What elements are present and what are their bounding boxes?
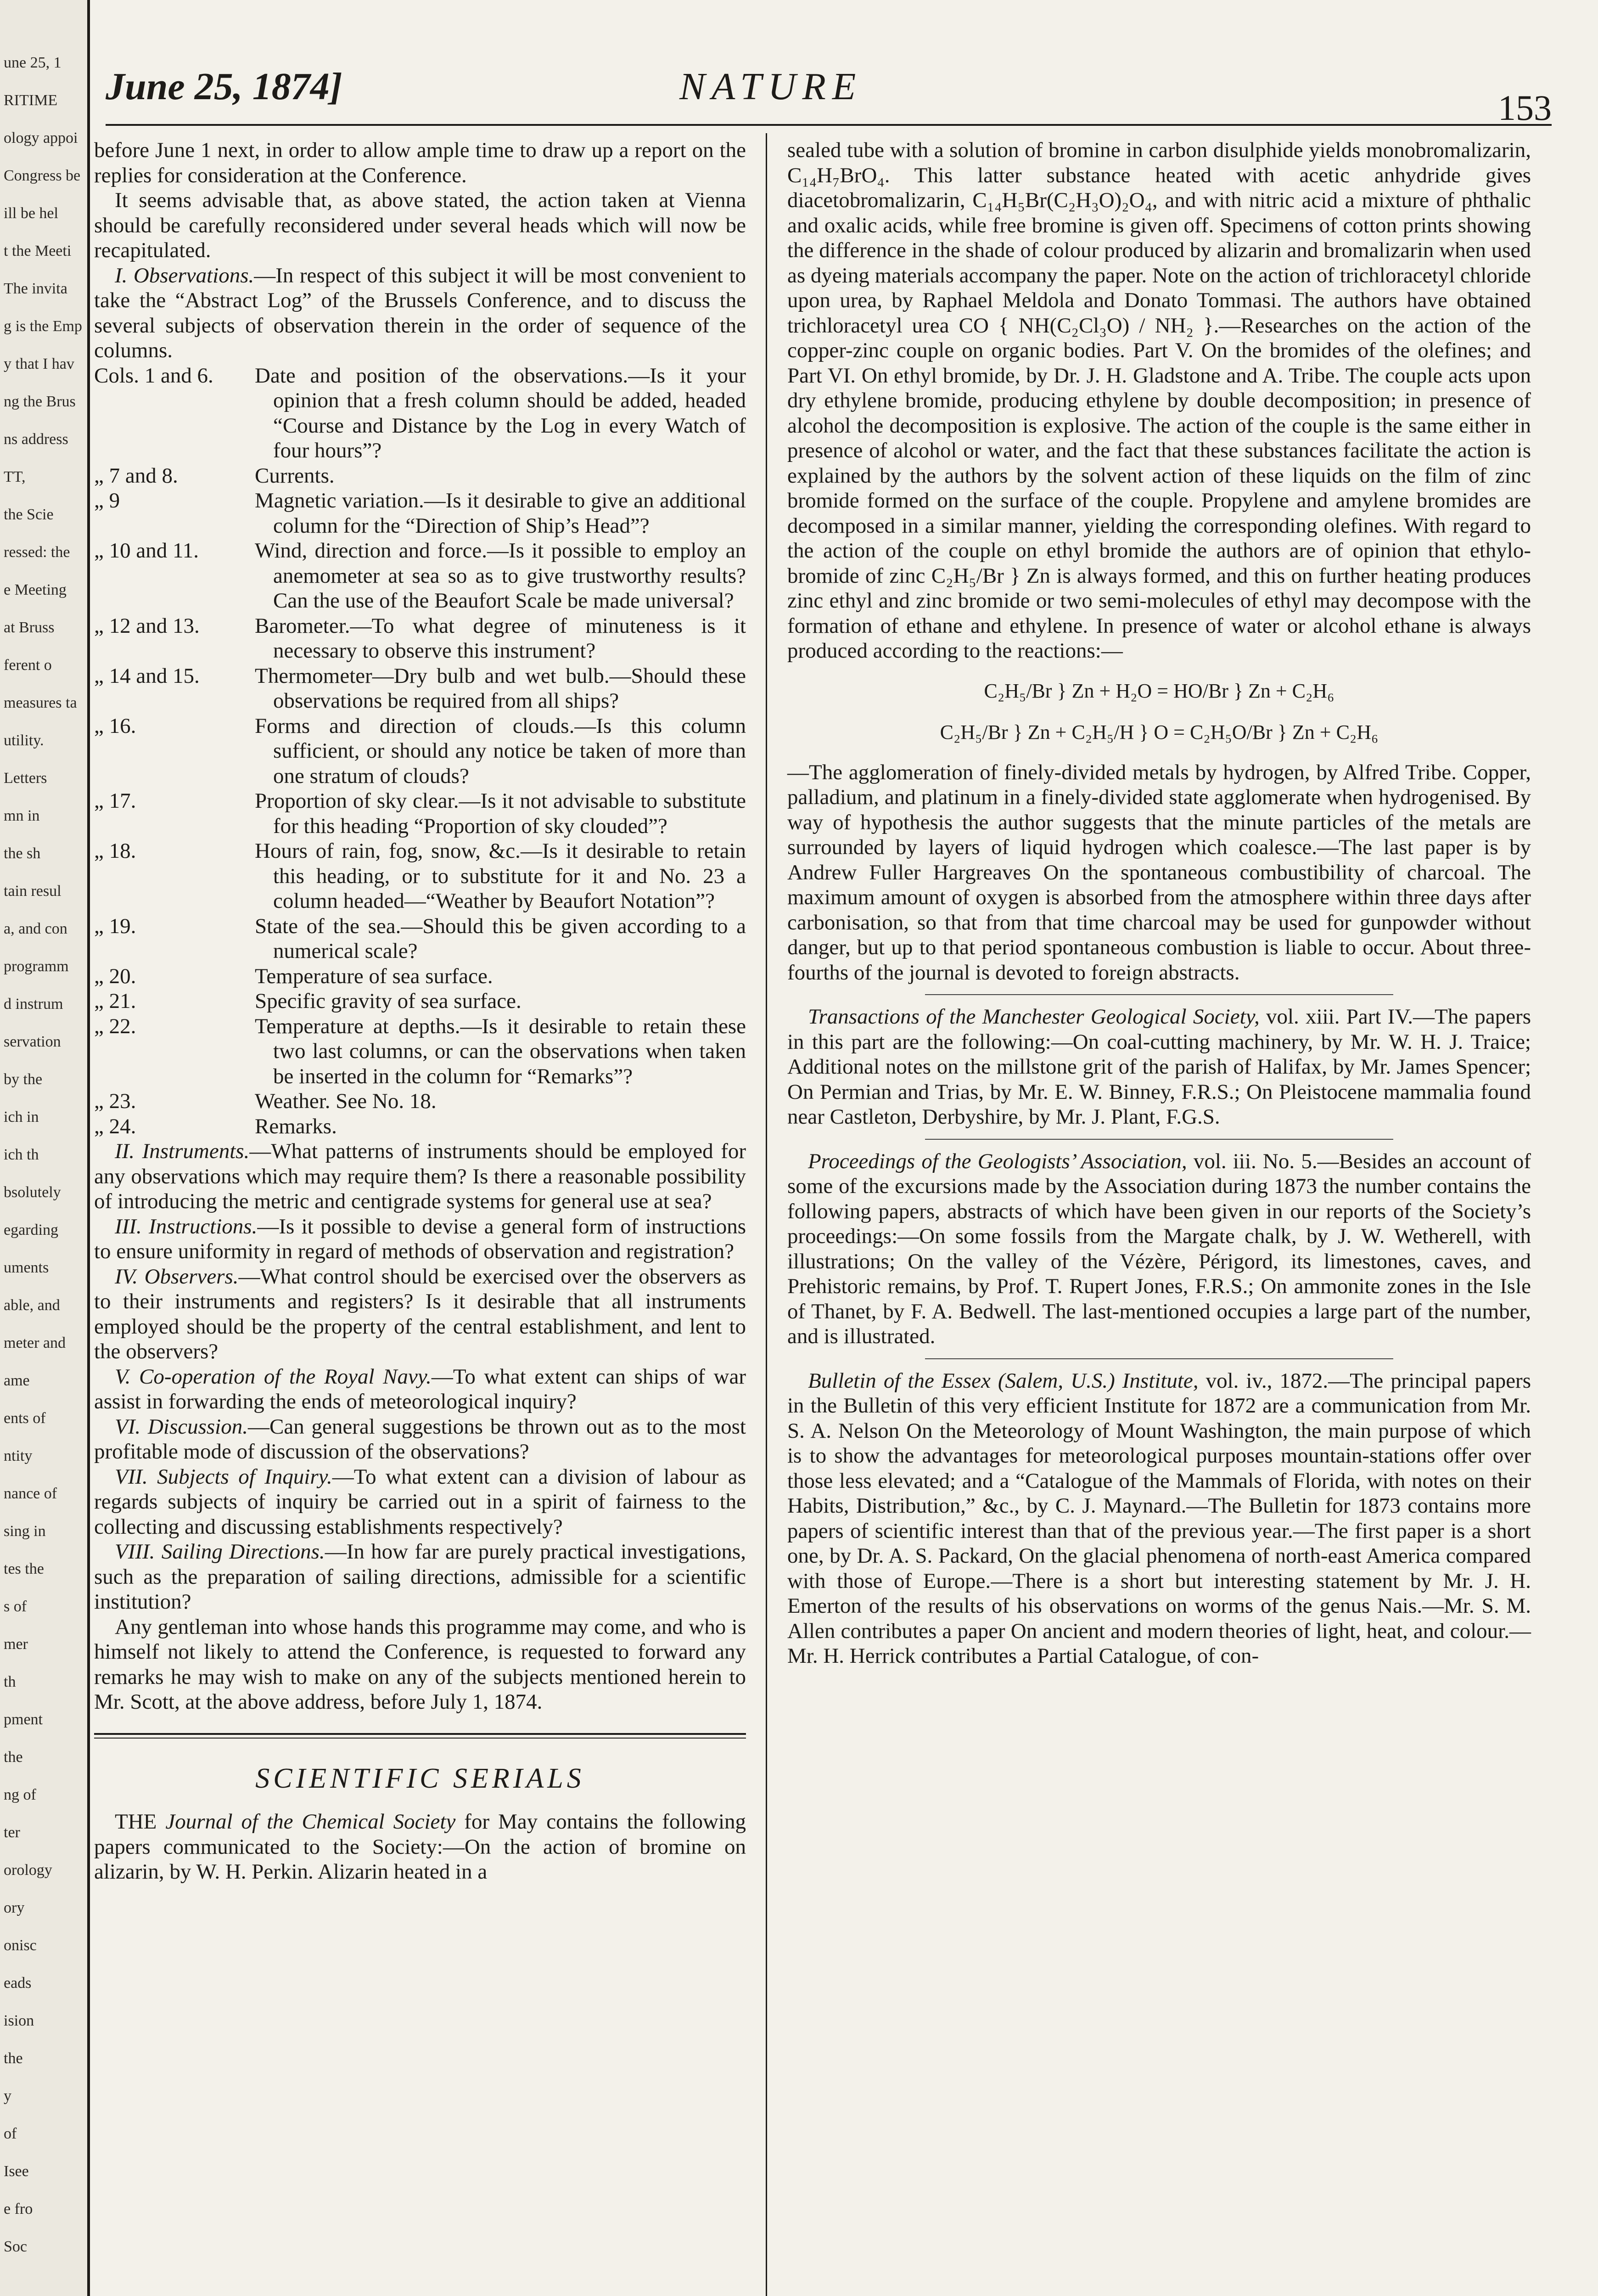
column-row [94, 363, 746, 463]
column-row [94, 613, 746, 664]
serial-text: vol. iii. No. 5.—Besides an account of some of the excursions made by the Association during 1873 the number contains the following papers, abstracts of which have been given in our reports of the Society’s proceedings:—On some fossils from the Margate chalk, by J. W. Wetherell, with illustrations; On the valley of the Vézère, Périgord, its limestones, caves, and Prehistoric remains, by Prof. T. Rupert Jones, F.R.S.; On ammonite zones in the Isle of Thanet, by F. A. Bedwell. The last-mentioned occupies a large part of the number, and is illustrated. [787, 1149, 1531, 1348]
column-number: „ 24. [94, 1114, 136, 1138]
serial-title: Proceedings of the Geologists’ Association, [808, 1149, 1187, 1173]
page-header [106, 55, 1552, 126]
section-paragraph [94, 1214, 746, 1264]
observations-paragraph [94, 263, 746, 363]
gutter-text-fragment: e Meeting [4, 581, 67, 598]
gutter-text-fragment: ng the Brus [4, 393, 76, 410]
journal-title: NATURE [679, 65, 863, 108]
section-label: II. Instruments. [115, 1139, 250, 1163]
section-label: IV. Observers. [115, 1264, 239, 1289]
gutter-text-fragment: utility. [4, 732, 44, 749]
section-label: VI. Discussion. [115, 1414, 248, 1439]
column-text: Date and position of the observations.—Is it your opinion that a fresh column should be added, headed “Course and Distance by the Log in every Watch of four hours”? [255, 363, 746, 462]
column-row [94, 714, 746, 789]
gutter-text-fragment: ng of [4, 1786, 36, 1803]
column-text: Thermometer—Dry bulb and wet bulb.—Should these observations be required from all ships? [255, 664, 746, 713]
gutter-text-fragment: uments [4, 1259, 49, 1276]
gutter-text-fragment: ressed: the [4, 544, 70, 561]
section-text: —To what extent can a division of labour as regards subjects of inquiry be carried out in a spirit of fairness to the collecting and discussing establishments respectively? [94, 1464, 746, 1539]
gutter-text-fragment: Isee [4, 2163, 29, 2180]
gutter-text-fragment: ns address [4, 431, 68, 448]
column-text: Specific gravity of sea surface. [255, 989, 521, 1013]
column-divider [766, 133, 767, 2296]
gutter-text-fragment: mn in [4, 807, 40, 824]
gutter-text-fragment: mer [4, 1636, 28, 1653]
gutter-text-fragment: une 25, 1 [4, 54, 62, 71]
gutter-text-fragment: egarding [4, 1221, 58, 1238]
gutter-text-fragment: bsolutely [4, 1184, 61, 1201]
left-margin-gutter [0, 0, 90, 2296]
section-paragraph [94, 1539, 746, 1615]
gutter-text-fragment: onisc [4, 1937, 37, 1954]
section-paragraph [94, 1264, 746, 1364]
gutter-text-fragment: RITIME [4, 92, 58, 109]
column-text: Magnetic variation.—Is it desirable to give an additional column for the “Direction of Ship’s Head”? [255, 489, 746, 538]
column-number: „ 22. [94, 1014, 136, 1038]
serial-text: vol. iv., 1872.—The principal papers in the Bulletin of this very efficient Institute for 1872 are a communication from Mr. S. A. Nelson On the Meteorology of Mount Washington, the main purpose of which is to show the advantages for meteorological purposes mountain-stations offer over those less elevated; and a “Catalogue of the Mammals of Florida, with notes on their Habits, Distribution,” &c., by C. J. Maynard.—The Bulletin for 1873 contains more papers of scientific interest than that of the previous year.—The first paper is a short one, by Dr. A. S. Packard, On the glacial phenomena of north-east America compared with those of Europe.—There is a short but interesting statement by Mr. J. H. Emerton of the results of his observations on worms of the genus Nais.—Mr. S. M. Allen contributes a paper On ancient and modern theories of light, heat, and colour.—Mr. H. Herrick contributes a Partial Catalogue, of con- [787, 1368, 1531, 1668]
gutter-text-fragment: th [4, 1673, 16, 1690]
gutter-text-fragment: ory [4, 1899, 25, 1916]
section-text: —To what extent can ships of war assist in forwarding the ends of meteorological inquiry? [94, 1364, 746, 1413]
column-row [94, 1089, 746, 1114]
serial-entry [787, 1004, 1531, 1130]
gutter-text-fragment: the [4, 1749, 23, 1766]
columns-list [94, 363, 746, 1139]
right-column [787, 138, 1531, 1669]
column-text: Temperature of sea surface. [255, 964, 493, 988]
section-label: III. Instructions. [115, 1214, 258, 1238]
gutter-text-fragment: ferent o [4, 657, 52, 674]
gutter-text-fragment: tain resul [4, 883, 62, 900]
section-paragraph [94, 1464, 746, 1540]
column-number: „ 16. [94, 714, 136, 738]
column-number: „ 17. [94, 789, 136, 813]
gutter-text-fragment: ter [4, 1824, 20, 1841]
column-row [94, 538, 746, 613]
column-row [94, 1014, 746, 1089]
column-row [94, 838, 746, 914]
gutter-text-fragment: Letters [4, 770, 47, 787]
column-number: „ 20. [94, 964, 136, 988]
column-text: Barometer.—To what degree of minuteness is it necessary to observe this instrument? [255, 613, 746, 663]
gutter-text-fragment: a, and con [4, 920, 67, 937]
gutter-text-fragment: programm [4, 958, 69, 975]
column-row [94, 463, 746, 489]
gutter-text-fragment: g is the Emp [4, 318, 82, 335]
page-number: 153 [1498, 88, 1552, 128]
column-number: „ 9 [94, 489, 120, 512]
gutter-text-fragment: y that I hav [4, 355, 74, 372]
section-label: VII. Subjects of Inquiry. [115, 1464, 332, 1489]
gutter-text-fragment: meter and [4, 1334, 66, 1351]
gutter-text-fragment: sing in [4, 1523, 46, 1540]
gutter-text-fragment: TT, [4, 468, 26, 485]
gutter-text-fragment: ich in [4, 1109, 39, 1125]
section-rule [94, 1733, 746, 1735]
column-text: State of the sea.—Should this be given according to a numerical scale? [255, 914, 746, 963]
column-text: Temperature at depths.—Is it desirable to retain these two last columns, or can the observations when taken be inserted in the column for “Remarks”? [255, 1014, 746, 1088]
column-number: „ 7 and 8. [94, 463, 178, 488]
gutter-text-fragment: d instrum [4, 996, 63, 1013]
column-number: „ 12 and 13. [94, 613, 200, 638]
serial-title: Bulletin of the Essex (Salem, U.S.) Institute, [808, 1368, 1199, 1393]
section-text: —Can general suggestions be thrown out as to the most profitable mode of discussion of the observations? [94, 1414, 746, 1463]
gutter-text-fragment: tes the [4, 1560, 44, 1577]
column-number: „ 23. [94, 1089, 136, 1113]
section-rule [94, 1738, 746, 1739]
gutter-text-fragment: by the [4, 1071, 43, 1088]
serial-entry [787, 1149, 1531, 1349]
intro-paragraph: before June 1 next, in order to allow ample time to draw up a report on the replies for consideration at the Conference. [94, 138, 746, 187]
divider-line [925, 994, 1393, 995]
gutter-text-fragment: servation [4, 1033, 61, 1050]
intro-paragraph: It seems advisable that, as above stated, the action taken at Vienna should be carefully reconsidered under several heads which will now be recapitulated. [94, 188, 746, 262]
column-row [94, 1114, 746, 1139]
gutter-text-fragment: measures ta [4, 694, 77, 711]
gutter-text-fragment: Soc [4, 2238, 27, 2255]
column-row [94, 664, 746, 714]
gutter-text-fragment: nance of [4, 1485, 57, 1502]
column-number: „ 10 and 11. [94, 539, 199, 563]
closing-paragraph: Any gentleman into whose hands this programme may come, and who is himself not likely to attend the Conference, is requested to forward any remarks he may wish to make on any of the subjects mentioned herein to Mr. Scott, at the above address, before July 1, 1874. [94, 1615, 746, 1714]
gutter-text-fragment: eads [4, 1975, 32, 1992]
column-text: Proportion of sky clear.—Is it not advisable to substitute for this heading “Proportion of sky clouded”? [255, 789, 746, 838]
gutter-text-fragment: orology [4, 1862, 52, 1879]
column-row [94, 914, 746, 964]
column-row [94, 989, 746, 1014]
serial-entry [787, 1368, 1531, 1669]
equation: C₂H₅/Br } Zn + C₂H₅/H } O = C₂H₅O/Br } Zn + C₂H₆ [940, 720, 1379, 743]
column-text: Wind, direction and force.—Is it possible to employ an anemometer at sea so as to give trustworthy results? Can the use of the Beaufort Scale be made universal? [255, 539, 746, 613]
gutter-text-fragment: the Scie [4, 506, 54, 523]
gutter-text-fragment: ame [4, 1372, 30, 1389]
column-number: „ 21. [94, 989, 136, 1013]
section-text: —What patterns of instruments should be employed for any observations which may require them? Is there a reasonable possibility of introducing the metric and centigrade systems for general use at sea? [94, 1139, 746, 1213]
serials-lead: THE [115, 1810, 157, 1834]
left-column [94, 138, 746, 1885]
chemistry-paragraph: —The agglomeration of finely-divided metals by hydrogen, by Alfred Tribe. Copper, palladium, and platinum in a finely-divided state agglomerate when hydrogenised. By way of hypothesis the author suggests that the minute particles of the metals are surrounded by layers of liquid hydrogen which coalesce.—The last paper is by Andrew Fuller Hargreaves On the spontaneous combustibility of charcoal. The maximum amount of oxygen is absorbed from the atmosphere within three days after carbonisation, so that from that time charcoal may be used for gunpowder without danger, but up to that period spontaneous combustion is liable to occur. About three-fourths of the journal is devoted to foreign abstracts. [787, 760, 1531, 985]
serial-title: Transactions of the Manchester Geological Society, [808, 1005, 1260, 1029]
gutter-text-fragment: Congress be [4, 167, 81, 184]
section-paragraph [94, 1364, 746, 1414]
issue-date: June 25, 1874] [106, 65, 342, 108]
section-paragraph [94, 1414, 746, 1464]
section-label: VIII. Sailing Directions. [115, 1540, 325, 1564]
column-text: Weather. See No. 18. [255, 1089, 437, 1113]
journal-name: Journal of the Chemical Society [165, 1810, 456, 1834]
column-row [94, 788, 746, 838]
section-text: —What control should be exercised over the observers as to their instruments and registers? Is it desirable that all instruments employed should be the property of the central establishment, and lent to the observers? [94, 1264, 746, 1363]
column-number: „ 14 and 15. [94, 664, 200, 688]
serials-paragraph [94, 1809, 746, 1885]
column-number: „ 18. [94, 839, 136, 863]
column-text: Forms and direction of clouds.—Is this column sufficient, or should any notice be taken of more than one stratum of clouds? [255, 714, 746, 788]
gutter-text-fragment: able, and [4, 1297, 60, 1314]
gutter-text-fragment: pment [4, 1711, 43, 1728]
section-label: V. Co-operation of the Royal Navy. [115, 1364, 432, 1389]
gutter-text-fragment: y [4, 2088, 11, 2105]
section-text: —Is it possible to devise a general form of instructions to ensure uniformity in regard of methods of observation and registration? [94, 1214, 746, 1263]
column-number: „ 19. [94, 914, 136, 938]
column-row [94, 964, 746, 989]
divider-line [925, 1139, 1393, 1140]
gutter-text-fragment: the sh [4, 845, 41, 862]
gutter-text-fragment: e fro [4, 2200, 33, 2217]
gutter-text-fragment: ntity [4, 1447, 33, 1464]
serials-text: for May contains the following papers communicated to the Society:—On the action of bromine on alizarin, by W. H. Perkin. Alizarin heated in a [94, 1810, 746, 1884]
scientific-serials-heading: SCIENTIFIC SERIALS [255, 1762, 585, 1794]
section-label: I. Observations. [115, 263, 254, 287]
gutter-text-fragment: the [4, 2050, 23, 2067]
gutter-text-fragment: of [4, 2125, 17, 2142]
equation: C₂H₅/Br } Zn + H₂O = HO/Br } Zn + C₂H₆ [984, 679, 1334, 702]
gutter-text-fragment: at Bruss [4, 619, 55, 636]
gutter-text-fragment: ents of [4, 1410, 46, 1427]
divider-line [925, 1358, 1393, 1359]
column-number: Cols. 1 and 6. [94, 363, 213, 388]
column-text: Currents. [255, 463, 335, 488]
gutter-text-fragment: ision [4, 2012, 34, 2029]
section-text: —In respect of this subject it will be most convenient to take the “Abstract Log” of the Brussels Conference, and to discuss the several subjects of observation therein in the order of sequence of the columns. [94, 263, 746, 362]
gutter-text-fragment: ich th [4, 1146, 39, 1163]
column-row [94, 488, 746, 538]
gutter-text-fragment: ill be hel [4, 205, 58, 222]
gutter-text-fragment: The invita [4, 280, 67, 297]
gutter-text-fragment: t the Meeti [4, 242, 72, 259]
serial-text: vol. xiii. Part IV.—The papers in this part are the following:—On coal-cutting machinery, by Mr. W. H. J. Traice; Additional notes on the millstone grit of the parish of Halifax, by Mr. James Spencer; On Permian and Trias, by Mr. E. W. Binney, F.R.S.; On Pleistocene mammalia found near Castleton, Derbyshire, by Mr. J. Plant, F.G.S. [787, 1005, 1531, 1129]
gutter-text-fragment: ology appoi [4, 129, 78, 146]
column-text: Remarks. [255, 1114, 337, 1138]
column-text: Hours of rain, fog, snow, &c.—Is it desirable to retain this heading, or to substitute for it and No. 23 a column headed—“Weather by Beaufort Notation”? [255, 839, 746, 913]
section-text: —In how far are purely practical investigations, such as the preparation of sailing directions, admissible for a scientific institution? [94, 1540, 746, 1614]
gutter-text-fragment: s of [4, 1598, 27, 1615]
section-paragraph [94, 1139, 746, 1214]
chemistry-paragraph: sealed tube with a solution of bromine in carbon disulphide yields monobromalizarin, C₁₄H₇BrO₄. This latter substance heated with acetic anhydride gives diacetobromalizarin, C₁₄H₅Br(C₂H₃O)₂O₄, and with nitric acid a mixture of phthalic and oxalic acids, while free bromine is given off. Specimens of cotton prints showing the difference in the shade of colour produced by alizarin and bromalizarin when used as dyeing materials accompany the paper. Note on the action of trichloracetyl chloride upon urea, by Raphael Meldola and Donato Tommasi. The authors have obtained trichloracetyl urea CO { NH(C₂Cl₃O) / NH₂ }.—Researches on the action of the copper-zinc couple on organic bodies. Part V. On the bromides of the olefines; and Part VI. On ethyl bromide, by Dr. J. H. Gladstone and A. Tribe. The couple acts upon dry ethylene bromide, producing ethylene by double decomposition; in presence of alcohol the decomposition is explosive. The action of the couple is the same either in presence of alcohol or water, and the fact that these substances facilitate the action is explained by the authors by the solvent action of these liquids on the film of zinc bromide formed on the surface of the couple. Propylene and amylene bromides are decomposed in a similar manner, yielding the corresponding olefines. With regard to the action of the couple on ethyl bromide the authors are of opinion that ethylo-bromide of zinc C₂H₅/Br } Zn is always formed, and this on further heating produces zinc ethyl and zinc bromide or two semi-molecules of ethyl may decompose with the formation of ethane and ethylene. In presence of water or alcohol ethane is always produced according to the reactions:— [787, 138, 1531, 663]
